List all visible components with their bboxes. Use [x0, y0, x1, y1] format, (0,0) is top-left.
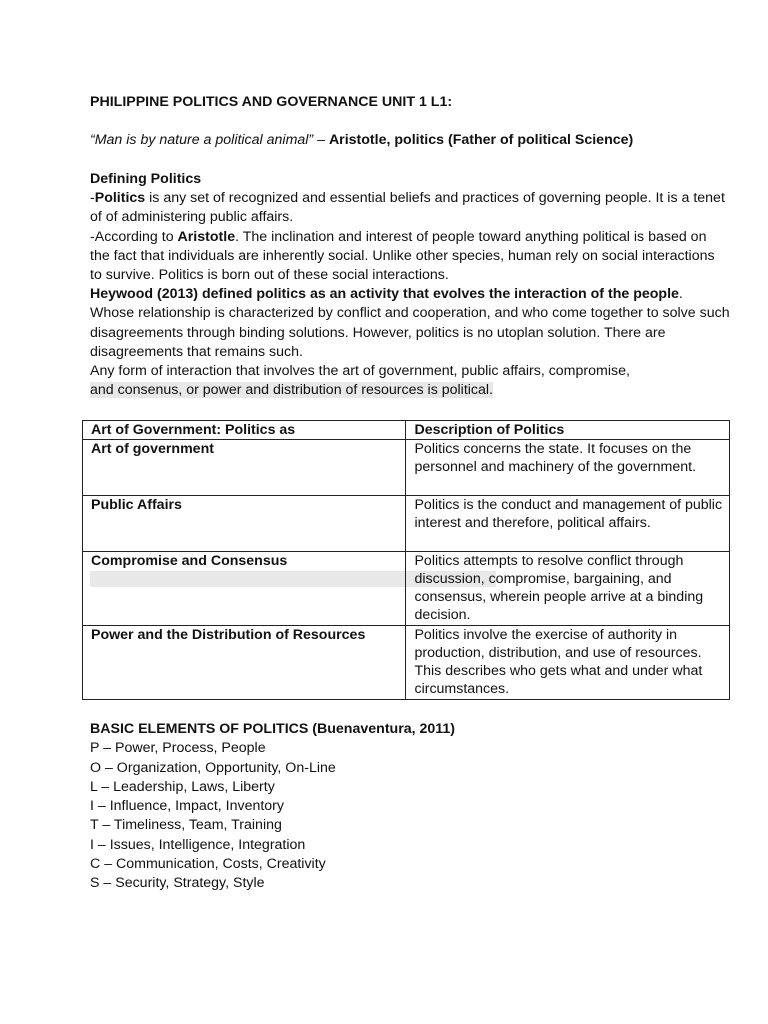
list-item: T – Timeliness, Team, Training — [90, 817, 282, 834]
politics-table — [82, 420, 730, 700]
table-desc-cell: Politics concerns the state. It focuses on the personnel and machinery of the government. — [406, 440, 730, 496]
section-heading-basic-elements: BASIC ELEMENTS OF POLITICS (Buenaventura, 2011) — [90, 721, 456, 737]
quote-attribution: Aristotle, politics (Father of political Science) — [328, 132, 634, 148]
p4-line1: Any form of interaction that involves the art of government, public affairs, compromise, — [90, 363, 630, 380]
table-desc-cell: Politics is the conduct and management of public interest and therefore, political affairs. — [406, 496, 730, 552]
list-item: S – Security, Strategy, Style — [90, 875, 265, 892]
table-row — [83, 440, 730, 496]
quote-text: “Man is by nature a political animal” — [90, 132, 314, 148]
list-item: O – Organization, Opportunity, On-Line — [90, 759, 336, 776]
table-row — [83, 496, 730, 552]
table-row — [83, 552, 730, 626]
table-desc-cell: Politics involve the exercise of authority in production, distribution, and use of resources. This describes who gets what and under what circumstances. — [406, 626, 730, 700]
page-title: PHILIPPINE POLITICS AND GOVERNANCE UNIT 1 L1: — [90, 94, 453, 110]
quote-dash: – — [313, 132, 329, 148]
table-row — [83, 626, 730, 700]
list-item: I – Issues, Intelligence, Integration — [90, 836, 306, 853]
table-term-cell: Compromise and Consensus — [83, 552, 406, 626]
p2-bold: Aristotle — [177, 228, 236, 245]
section-heading-defining-politics: Defining Politics — [90, 171, 202, 187]
paragraph-aristotle — [90, 228, 730, 286]
p2-prefix: -According to — [90, 228, 178, 245]
paragraph-interaction — [90, 362, 730, 400]
table-header-row — [83, 421, 730, 440]
table-header-cell: Art of Government: Politics as — [83, 421, 406, 440]
table-term-cell: Power and the Distribution of Resources — [83, 626, 406, 700]
basic-elements-section — [90, 720, 455, 894]
list-item: L – Leadership, Laws, Liberty — [90, 778, 275, 795]
table-term-cell: Public Affairs — [83, 496, 406, 552]
p1-rest: is any set of recognized and essential beliefs and practices of governing people. It is a tenet of of administering public affairs. — [90, 190, 725, 226]
table-desc-cell: Politics attempts to resolve conflict through discussion, compromise, bargaining, and consensus, wherein people arrive at a binding decision. — [406, 552, 730, 626]
table-term-cell: Art of government — [83, 440, 406, 496]
paragraph-politics-definition — [90, 189, 730, 227]
list-item: P – Power, Process, People — [90, 740, 266, 757]
list-item: C – Communication, Costs, Creativity — [90, 856, 326, 873]
p1-bold: Politics — [94, 190, 146, 207]
paragraph-heywood — [90, 285, 730, 362]
p3-bold: Heywood (2013) defined politics as an activity that evolves the interaction of the people — [90, 286, 679, 303]
p2-rest: . The inclination and interest of people toward anything political is based on the fact that individuals are inherently social. Unlike other species, human rely on social interactions to survive. Politics is born out of these social interactions. — [90, 228, 715, 284]
aristotle-quote — [90, 132, 633, 148]
table-header-cell: Description of Politics — [406, 421, 730, 440]
p4-line2-highlighted: and consenus, or power and distribution of resources is political. — [90, 382, 493, 399]
p3-rest: . Whose relationship is characterized by conflict and cooperation, and who come together to solve such disagreements through binding solutions. However, politics is no utoplan solution. There are disagreements that remains such. — [90, 286, 730, 360]
list-item: I – Influence, Impact, Inventory — [90, 798, 284, 815]
defining-politics-section — [90, 170, 730, 400]
p1-prefix: - — [90, 190, 95, 207]
